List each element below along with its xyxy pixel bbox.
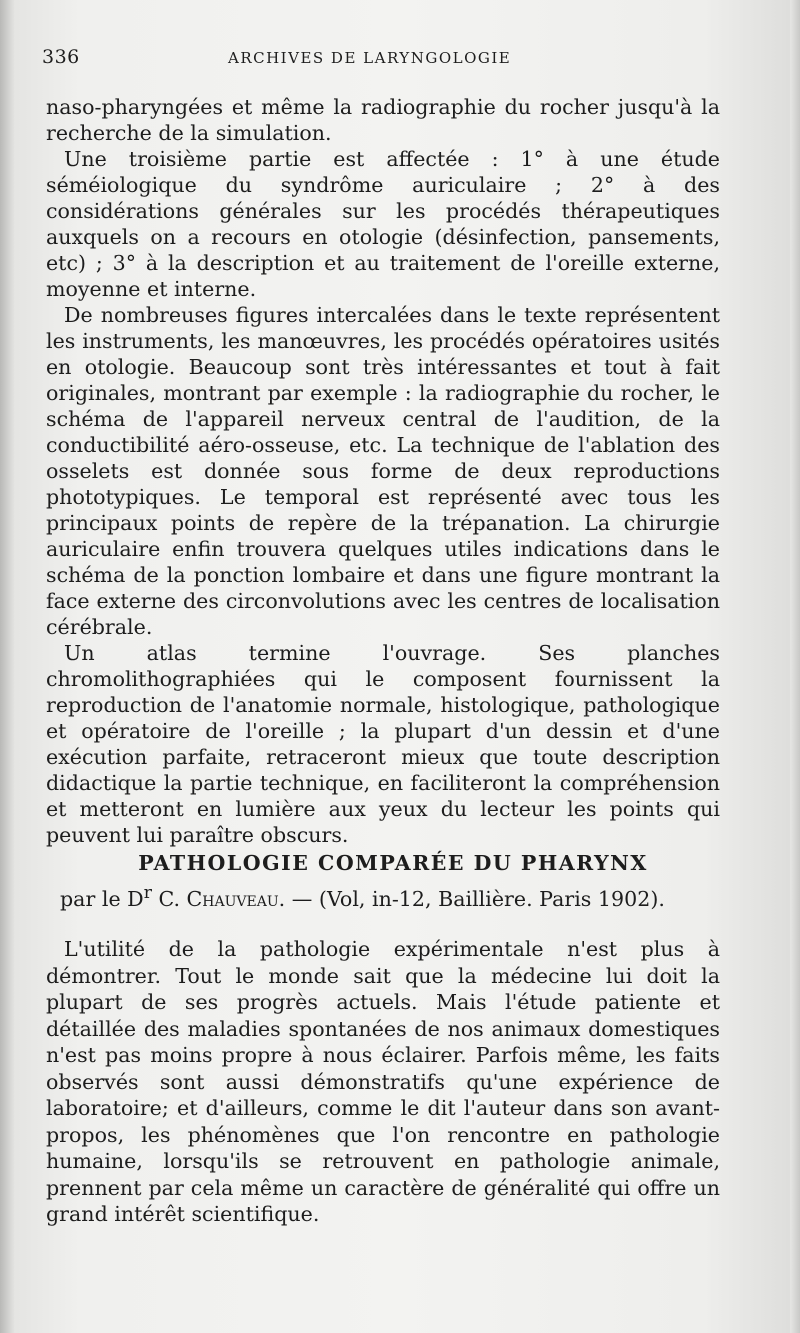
review-section-heading (46, 849, 720, 912)
byline-prefix: par le D (60, 886, 144, 911)
paragraph-2: Une troisième partie est affectée : 1° à une étude séméiologique du syndrôme auriculaire ; 2° à des considérations générales sur les procédés thérapeutiques auxquels on a recours en otologie (désinfection, pansements, etc) ; 3° à la description et au traitement de l'oreille externe, moyenne et interne. (46, 147, 720, 301)
page-spine-shadow (0, 0, 14, 1333)
paragraph-1: naso-pharyngées et même la radiographie du rocher jusqu'à la recherche de la simulation. (46, 95, 720, 145)
byline-superscript: r (143, 883, 152, 903)
running-title: ARCHIVES DE LARYNGOLOGIE (228, 49, 512, 67)
byline-publication: — (Vol, in-12, Baillière. Paris 1902). (285, 886, 665, 911)
page-number: 336 (42, 46, 80, 68)
paragraph-4: Un atlas termine l'ouvrage. Ses planches chromolithographiées qui le composent fournissent la reproduction de l'anatomie normale, histologique, pathologique et opératoire de l'oreille ; la plupart d'un dessin et d'une exécution parfaite, retraceront mieux que toute description didactique la partie technique, en faciliteront la compréhension et metteront en lumière aux yeux du lecteur les points qui peuvent lui paraître obscurs. (46, 641, 720, 847)
section-paragraph-1: L'utilité de la pathologie expérimentale n'est plus à démontrer. Tout le monde sait que la médecine lui doit la plupart de ses progrès actuels. Mais l'étude patiente et détaillée des maladies spontanées de nos animaux domestiques n'est pas moins propre à nous éclairer. Parfois même, les faits observés sont aussi démonstratifs qu'une expérience de laboratoire; et d'ailleurs, comme le dit l'auteur dans son avant-propos, les phénomènes que l'on rencontre en pathologie humaine, lorsqu'ils se retrouvent en pathologie animale, prennent par cela même un caractère de généralité qui offre un grand intérêt scientifique. (46, 937, 720, 1226)
byline-author: C. Chauveau. (158, 886, 286, 911)
paragraph-3: De nombreuses figures intercalées dans le texte représentent les instruments, les manœuvres, les procédés opératoires usités en otologie. Beaucoup sont très intéressantes et tout à fait originales, montrant par exemple : la radiographie du rocher, le schéma de l'appareil nerveux central de l'audition, de la conductibilité aéro-osseuse, etc. La technique de l'ablation des osselets est donnée sous forme de deux reproductions phototypiques. Le temporal est représenté avec tous les principaux points de repère de la trépanation. La chirurgie auriculaire enfin trouvera quelques utiles indications dans le schéma de la ponction lombaire et dans une figure montrant la face externe des circonvolutions avec les centres de localisation cérébrale. (46, 303, 720, 639)
section-title: PATHOLOGIE COMPARÉE DU PHARYNX (138, 851, 648, 875)
page-header (42, 46, 742, 76)
page-edge-shadow (790, 0, 800, 1333)
section-byline (46, 880, 720, 912)
review-body (46, 94, 720, 848)
section-body (46, 936, 720, 1228)
